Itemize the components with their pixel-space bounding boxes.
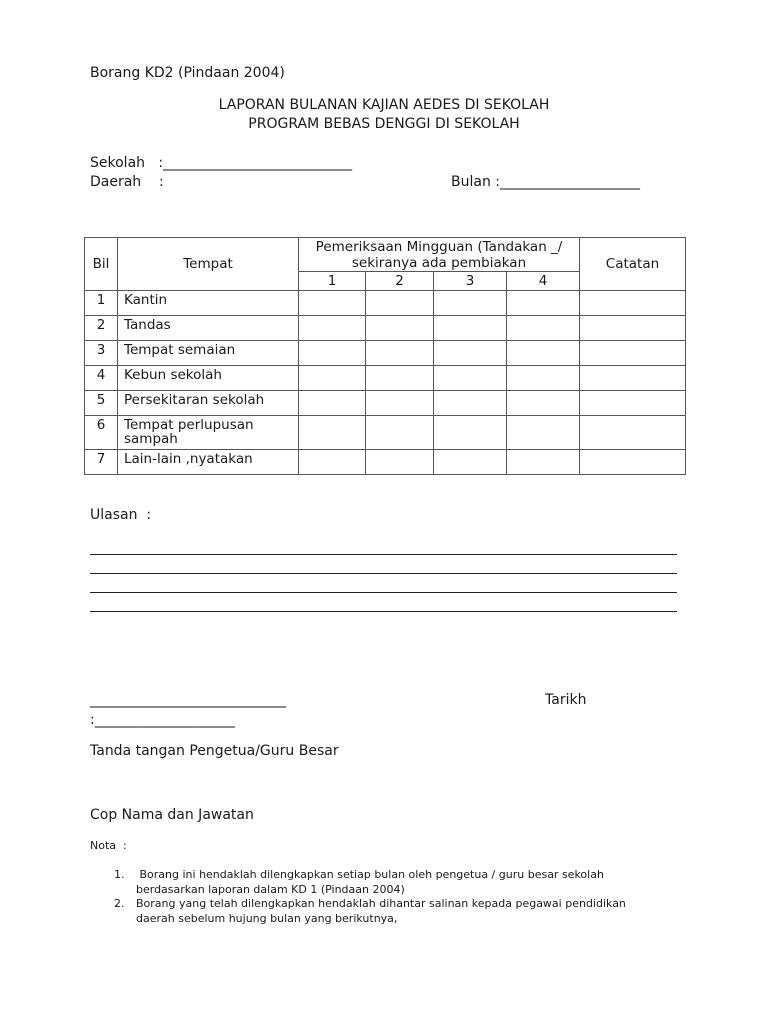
- week-1-cell[interactable]: [299, 341, 366, 366]
- week-1-cell[interactable]: [299, 416, 366, 450]
- nota-item-text: Borang yang telah dilengkapkan hendaklah dihantar salinan kepada pegawai pendidikan daerah sebelum hujung bulan yang berikutnya,: [136, 897, 626, 925]
- header-pemeriksaan-line2: sekiranya ada pembiakan: [351, 255, 527, 271]
- header-tempat: Tempat: [118, 238, 299, 291]
- week-2-cell[interactable]: [366, 316, 434, 341]
- ulasan-line-2[interactable]: [90, 573, 677, 574]
- catatan-cell[interactable]: [580, 416, 686, 450]
- sekolah-field[interactable]: Sekolah :___________________________: [90, 155, 353, 171]
- ulasan-line-1[interactable]: [90, 554, 677, 555]
- row-bil: 1: [85, 291, 118, 316]
- cop-label: Cop Nama dan Jawatan: [90, 807, 254, 823]
- table-row: [85, 341, 686, 366]
- table-row: [85, 391, 686, 416]
- ulasan-line-3[interactable]: [90, 592, 677, 593]
- week-2-cell[interactable]: [366, 341, 434, 366]
- row-bil: 5: [85, 391, 118, 416]
- table-row: [85, 416, 686, 450]
- week-3-cell[interactable]: [434, 291, 507, 316]
- table-row: [85, 316, 686, 341]
- week-3-cell[interactable]: [434, 391, 507, 416]
- week-3-cell[interactable]: [434, 341, 507, 366]
- ulasan-label: Ulasan :: [90, 507, 152, 523]
- catatan-cell[interactable]: [580, 391, 686, 416]
- row-tempat: Persekitaran sekolah: [118, 391, 299, 416]
- nota-item-text: Borang ini hendaklah dilengkapkan setiap bulan oleh pengetua / guru besar sekolah berdasarkan laporan dalam KD 1 (Pindaan 2004): [136, 868, 604, 896]
- week-4-cell[interactable]: [507, 450, 580, 475]
- week-4-cell[interactable]: [507, 366, 580, 391]
- header-pemeriksaan-line1: Pemeriksaan Mingguan (Tandakan _/: [315, 239, 563, 255]
- week-2-cell[interactable]: [366, 391, 434, 416]
- header-week-2: 2: [366, 272, 434, 291]
- nota-item-number: 1.: [114, 868, 125, 881]
- week-1-cell[interactable]: [299, 291, 366, 316]
- signature-line[interactable]: ____________________________: [90, 692, 286, 708]
- week-4-cell[interactable]: [507, 341, 580, 366]
- week-4-cell[interactable]: [507, 391, 580, 416]
- table-row: [85, 366, 686, 391]
- row-bil: 3: [85, 341, 118, 366]
- catatan-cell[interactable]: [580, 291, 686, 316]
- week-2-cell[interactable]: [366, 450, 434, 475]
- header-week-3: 3: [434, 272, 507, 291]
- catatan-cell[interactable]: [580, 366, 686, 391]
- week-1-cell[interactable]: [299, 450, 366, 475]
- row-bil: 2: [85, 316, 118, 341]
- table-row: [85, 450, 686, 475]
- week-2-cell[interactable]: [366, 366, 434, 391]
- week-1-cell[interactable]: [299, 391, 366, 416]
- tanda-tangan-label: Tanda tangan Pengetua/Guru Besar: [90, 743, 339, 759]
- week-4-cell[interactable]: [507, 416, 580, 450]
- catatan-cell[interactable]: [580, 341, 686, 366]
- week-3-cell[interactable]: [434, 450, 507, 475]
- catatan-cell[interactable]: [580, 450, 686, 475]
- daerah-field[interactable]: Daerah :: [90, 174, 164, 190]
- title-line-2: PROGRAM BEBAS DENGGI DI SEKOLAH: [248, 116, 520, 132]
- week-4-cell[interactable]: [507, 316, 580, 341]
- row-tempat: Tempat perlupusan sampah: [118, 416, 299, 450]
- nota-item-number: 2.: [114, 897, 125, 910]
- header-week-4: 4: [507, 272, 580, 291]
- table-row: [85, 291, 686, 316]
- row-tempat: Lain-lain ,nyatakan: [118, 450, 299, 475]
- header-pemeriksaan: [299, 238, 580, 272]
- row-bil: 4: [85, 366, 118, 391]
- row-tempat: Kebun sekolah: [118, 366, 299, 391]
- week-2-cell[interactable]: [366, 416, 434, 450]
- week-3-cell[interactable]: [434, 316, 507, 341]
- row-tempat: Tempat semaian: [118, 341, 299, 366]
- ulasan-line-4[interactable]: [90, 611, 677, 612]
- nota-label: Nota :: [90, 839, 127, 852]
- week-2-cell[interactable]: [366, 291, 434, 316]
- row-bil: 7: [85, 450, 118, 475]
- week-4-cell[interactable]: [507, 291, 580, 316]
- header-bil: Bil: [85, 238, 118, 291]
- week-3-cell[interactable]: [434, 416, 507, 450]
- tarikh-label: Tarikh: [545, 692, 587, 708]
- row-tempat: Kantin: [118, 291, 299, 316]
- tarikh-field[interactable]: :____________________: [90, 712, 235, 728]
- form-code: Borang KD2 (Pindaan 2004): [90, 65, 285, 81]
- week-3-cell[interactable]: [434, 366, 507, 391]
- row-bil: 6: [85, 416, 118, 450]
- header-week-1: 1: [299, 272, 366, 291]
- bulan-field[interactable]: Bulan :____________________: [451, 174, 640, 190]
- inspection-table: [84, 237, 686, 475]
- week-1-cell[interactable]: [299, 366, 366, 391]
- row-tempat: Tandas: [118, 316, 299, 341]
- header-catatan: Catatan: [580, 238, 686, 291]
- catatan-cell[interactable]: [580, 316, 686, 341]
- week-1-cell[interactable]: [299, 316, 366, 341]
- title-line-1: LAPORAN BULANAN KAJIAN AEDES DI SEKOLAH: [218, 97, 550, 113]
